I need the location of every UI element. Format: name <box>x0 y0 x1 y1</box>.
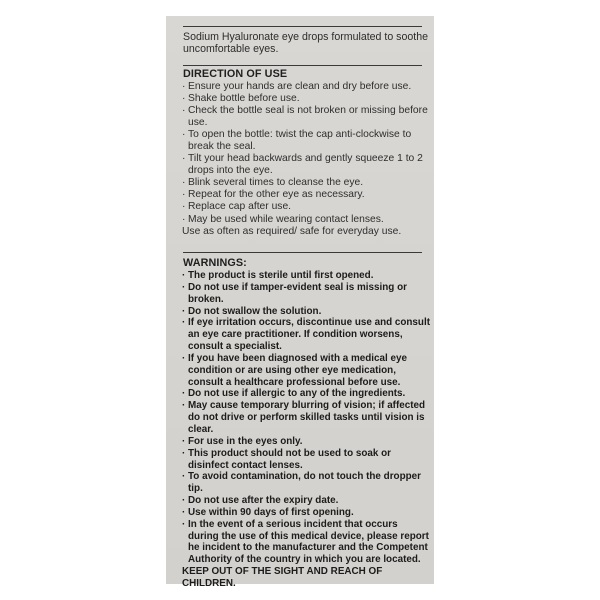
warning-item: · May cause temporary blurring of vision; if affected do not drive or perform skilled tasks until vision is clear. <box>182 400 426 435</box>
warning-item: · In the event of a serious incident that occurs during the use of this medical device, please report he incident to the manufacturer and the Competent Authority of the country in which you are located. <box>182 518 429 566</box>
warning-item: · The product is sterile until first opened. <box>182 270 374 281</box>
direction-item: · Ensure your hands are clean and dry before use. <box>182 81 412 92</box>
direction-heading: DIRECTION OF USE <box>183 68 288 80</box>
warning-item: · Use within 90 days of first opening. <box>182 506 354 518</box>
direction-item: · Shake bottle before use. <box>182 93 300 105</box>
direction-item: · Replace cap after use. <box>182 201 292 213</box>
label-panel <box>166 16 434 589</box>
direction-item: · Check the bottle seal is not broken or missing before use. <box>182 105 428 129</box>
warnings-heading: WARNINGS: <box>183 257 247 269</box>
warning-item: · For use in the eyes only. <box>182 435 303 447</box>
warnings-list <box>182 270 430 590</box>
direction-note: Use as often as required/ safe for everyday use. <box>182 225 402 237</box>
warning-item: · If eye irritation occurs, discontinue use and consult an eye care practitioner. If condition worsens, consult a specialist. <box>182 317 430 353</box>
direction-item: · May be used while wearing contact lenses. <box>182 213 384 225</box>
direction-item: · Blink several times to cleanse the eye. <box>182 177 364 189</box>
intro-text: Sodium Hyaluronate eye drops formulated to soothe uncomfortable eyes. <box>183 31 428 56</box>
keep-out-notice: KEEP OUT OF THE SIGHT AND REACH OF CHILDREN. <box>182 566 383 589</box>
direction-item: · Repeat for the other eye as necessary. <box>182 189 365 201</box>
direction-list <box>182 81 430 238</box>
direction-item: · To open the bottle: twist the cap anti-clockwise to break the seal. <box>182 129 412 153</box>
intro-divider <box>183 65 422 66</box>
warning-item: · Do not use if allergic to any of the ingredients. <box>182 388 406 400</box>
warning-item: · Do not swallow the solution. <box>182 305 322 317</box>
warning-item: · Do not use if tamper-evident seal is missing or broken. <box>182 281 407 305</box>
warning-item: · Do not use after the expiry date. <box>182 495 339 507</box>
warning-item: · To avoid contamination, do not touch the dropper tip. <box>182 471 421 495</box>
warning-item: · This product should not be used to soak or disinfect contact lenses. <box>182 447 391 471</box>
top-divider <box>183 26 422 27</box>
direction-item: · Tilt your head backwards and gently squeeze 1 to 2 drops into the eye. <box>182 153 423 177</box>
warning-item: · If you have been diagnosed with a medical eye condition or are using other eye medication, consult a healthcare professional before use. <box>182 352 407 388</box>
warnings-divider <box>183 252 422 253</box>
